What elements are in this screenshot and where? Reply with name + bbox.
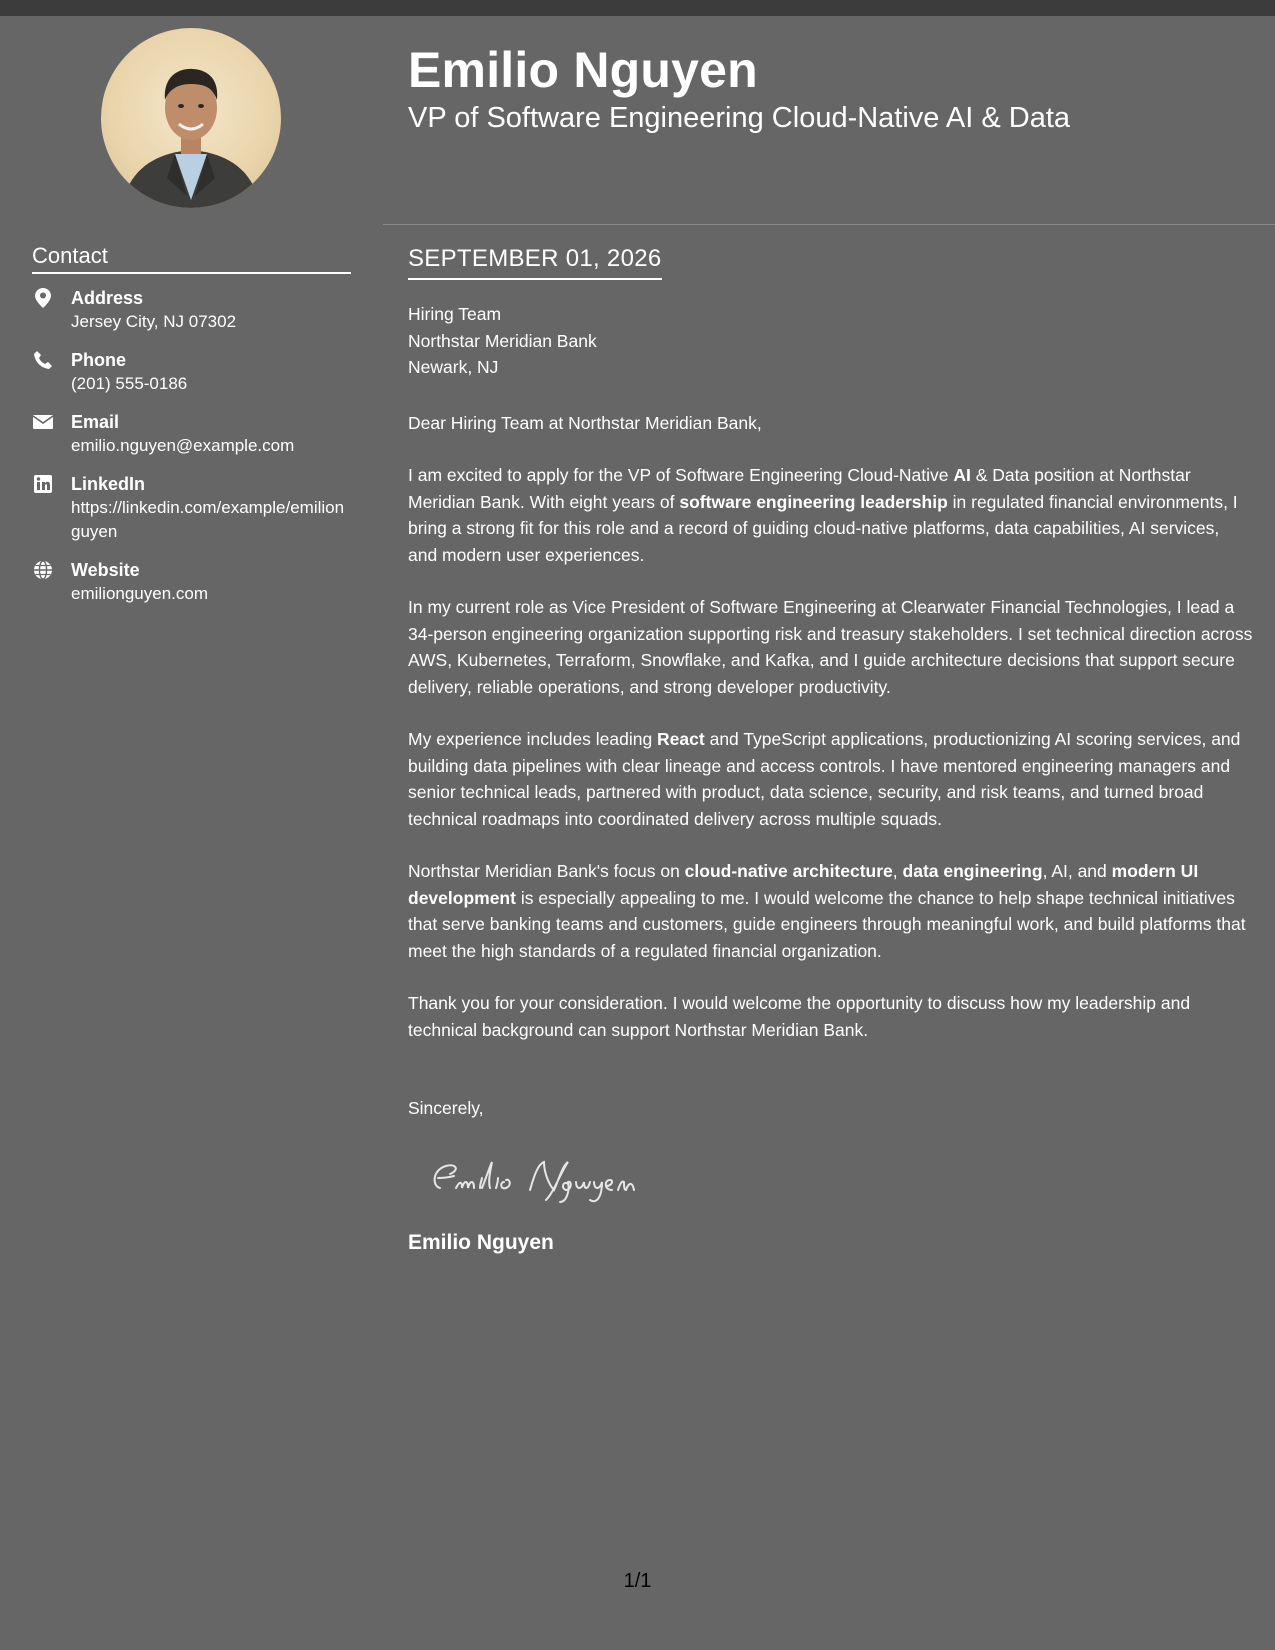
closing: Sincerely, xyxy=(408,1098,484,1118)
sidebar xyxy=(0,16,383,1650)
recipient-line: Hiring Team xyxy=(408,304,502,324)
contact-linkedin xyxy=(32,472,352,544)
contact-label: LinkedIn xyxy=(71,474,146,494)
globe-icon xyxy=(32,559,54,581)
salutation: Dear Hiring Team at Northstar Meridian Bank, xyxy=(408,412,762,433)
paragraph-3 xyxy=(408,726,1253,832)
text-run: My experience includes leading xyxy=(408,729,658,749)
paragraph-1 xyxy=(408,462,1253,568)
letter-date: SEPTEMBER 01, 2026 xyxy=(408,244,662,280)
applicant-title: VP of Software Engineering Cloud-Native AI & Data xyxy=(408,102,1071,134)
paragraph-5: Thank you for your consideration. I would welcome the opportunity to discuss how my leadership and technical background can support Northstar Meridian Bank. xyxy=(408,993,1191,1040)
paragraph-2: In my current role as Vice President of Software Engineering at Clearwater Financial Technologies, I lead a 34-person engineering organization supporting risk and treasury stakeholders. I set technical direction across AWS, Kubernetes, Terraform, Snowflake, and Kafka, and I guide architecture decisions that support secure delivery, reliable operations, and strong developer productivity. xyxy=(408,597,1253,697)
paragraph-4 xyxy=(408,858,1253,964)
header-divider xyxy=(383,224,1275,225)
contact-email xyxy=(32,410,352,458)
text-run: and TypeScript applications, productionizing AI scoring services, and building data pipelines with clear lineage and access controls. I have mentored engineering managers and senior technical leads, partnered with product, data science, security, and risk teams, and turned broad technical roadmaps into coordinated delivery across multiple squads. xyxy=(408,729,1241,829)
contact-value: emilio.nguyen@example.com xyxy=(71,436,295,455)
text-run: & Data position at Northstar Meridian Bank. With eight years of xyxy=(408,465,1191,512)
text-run-bold: cloud-native architecture xyxy=(684,861,893,881)
contact-website xyxy=(32,558,352,606)
text-run-bold: modern UI development xyxy=(408,861,1199,908)
text-run-bold: AI xyxy=(953,465,971,485)
letter-body xyxy=(408,301,1253,1256)
page-number: 1/1 xyxy=(623,1570,652,1592)
handwritten-signature xyxy=(426,1148,1253,1208)
contact-label: Email xyxy=(71,412,120,432)
contact-phone xyxy=(32,348,352,396)
signer-name: Emilio Nguyen xyxy=(408,1230,554,1254)
top-bar xyxy=(0,0,1275,16)
contact-value: Jersey City, NJ 07302 xyxy=(71,312,237,331)
text-run: Northstar Meridian Bank's focus on xyxy=(408,861,685,881)
contact-address xyxy=(32,286,352,334)
text-run: , xyxy=(892,861,903,881)
phone-icon xyxy=(32,349,54,371)
recipient-block xyxy=(408,301,1253,381)
applicant-name: Emilio Nguyen xyxy=(408,42,758,98)
contact-value[interactable]: https://linkedin.com/example/emilionguyen xyxy=(71,498,345,541)
text-run: in regulated financial environments, I bring a strong fit for this role and a record of guiding cloud-native platforms, data capabilities, AI services, and modern user experiences. xyxy=(408,491,1238,565)
text-run: I am excited to apply for the VP of Software Engineering Cloud-Native xyxy=(408,465,954,485)
contact-value[interactable]: emilionguyen.com xyxy=(71,584,209,603)
text-run: , AI, and xyxy=(1042,861,1112,881)
contact-label: Phone xyxy=(71,350,127,370)
linkedin-icon xyxy=(32,473,54,495)
text-run-bold: data engineering xyxy=(902,861,1043,881)
recipient-line: Newark, NJ xyxy=(408,357,499,377)
letter-header xyxy=(408,40,1070,136)
recipient-line: Northstar Meridian Bank xyxy=(408,330,597,351)
contact-label: Website xyxy=(71,560,140,580)
text-run-bold: React xyxy=(657,729,705,749)
text-run-bold: software engineering leadership xyxy=(679,491,948,512)
contact-value: (201) 555-0186 xyxy=(71,374,188,393)
contact-heading: Contact xyxy=(32,243,351,274)
map-pin-icon xyxy=(32,287,54,309)
envelope-icon xyxy=(32,411,54,433)
text-run: is especially appealing to me. I would welcome the chance to help shape technical initiatives that serve banking teams and customers, guide engineers through meaningful work, and build platforms that meet the high standards of a regulated financial organization. xyxy=(408,887,1246,961)
date-section xyxy=(408,244,662,280)
contact-label: Address xyxy=(71,288,144,308)
profile-photo xyxy=(101,28,281,208)
contact-list xyxy=(32,286,352,620)
